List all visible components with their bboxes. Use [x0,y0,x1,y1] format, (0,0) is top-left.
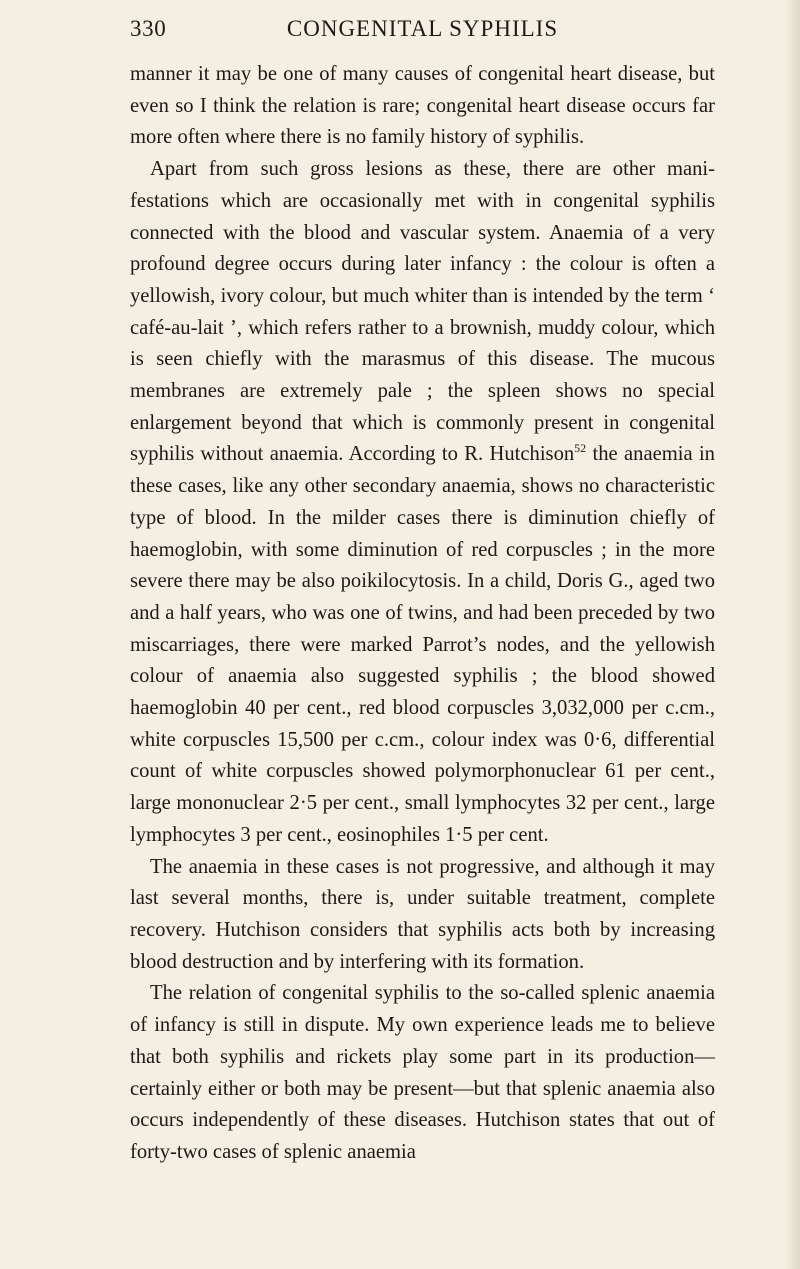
paragraph-2 [130,154,715,851]
paragraph-2-text-a: Apart from such gross lesions as these, there are other manifestations which are occasionally met with in congenital syphilis connected with the blood and vascular system. Anaemia of a very profound degree occurs during later infancy : the colour is often a yellowish, ivory colour, but much whiter than is intended by the term ‘ café-au-lait ’, which refers rather to a brownish, muddy colour, which is seen chiefly with the marasmus of this disease. The mucous membranes are extremely pale ; the spleen shows no special enlargement beyond that which is commonly present in congenital syphilis without anaemia. According to R. Hutchison [130,158,715,466]
body-text [130,59,715,1169]
paragraph-1: manner it may be one of many causes of congenital heart disease, but even so I think the relation is rare; congenital heart disease occurs far more often where there is no family history of syphilis. [130,63,715,149]
page-number: 330 [130,16,167,41]
paragraph-2-text-b: the anaemia in these cases, like any other secondary anaemia, shows no characteristic type of blood. In the milder cases there is diminution chiefly of haemoglobin, with some diminution of red corpuscles ; in the more severe there may be also poikilocytosis. In a child, Doris G., aged two and a half years, who was one of twins, and had been preceded by two miscarriages, there were marked Parrot’s nodes, and the yellowish colour of anaemia also suggested syphilis ; the blood showed haemoglobin 40 per cent., red blood corpuscles 3,032,000 per c.cm., white corpuscles 15,500 per c.cm., colour index was 0·6, differential count of white corpuscles showed polymorphonuclear 61 per cent., large mononuclear 2·5 per cent., small lymphocytes 32 per cent., large lymphocytes 3 per cent., eosinophiles 1·5 per cent. [130,443,715,846]
paragraph-4: The relation of congenital syphilis to the so-called splenic anaemia of infancy is still in dispute. My own experience leads me to believe that both syphilis and rickets play some part in its production—certainly either or both may be present—but that splenic anaemia also occurs independently of these diseases. Hutchison states that out of forty-two cases of splenic anaemia [130,982,715,1163]
reference-superscript: 52 [574,440,587,455]
page-edge-shadow [786,0,800,1269]
running-head: CONGENITAL SYPHILIS [286,16,559,41]
paragraph-3: The anaemia in these cases is not progressive, and although it may last several months, there is, under suitable treatment, complete recovery. Hutchison considers that syphilis acts both by increasing blood destruction and by interfering with its formation. [130,855,715,973]
page-header [130,16,715,46]
